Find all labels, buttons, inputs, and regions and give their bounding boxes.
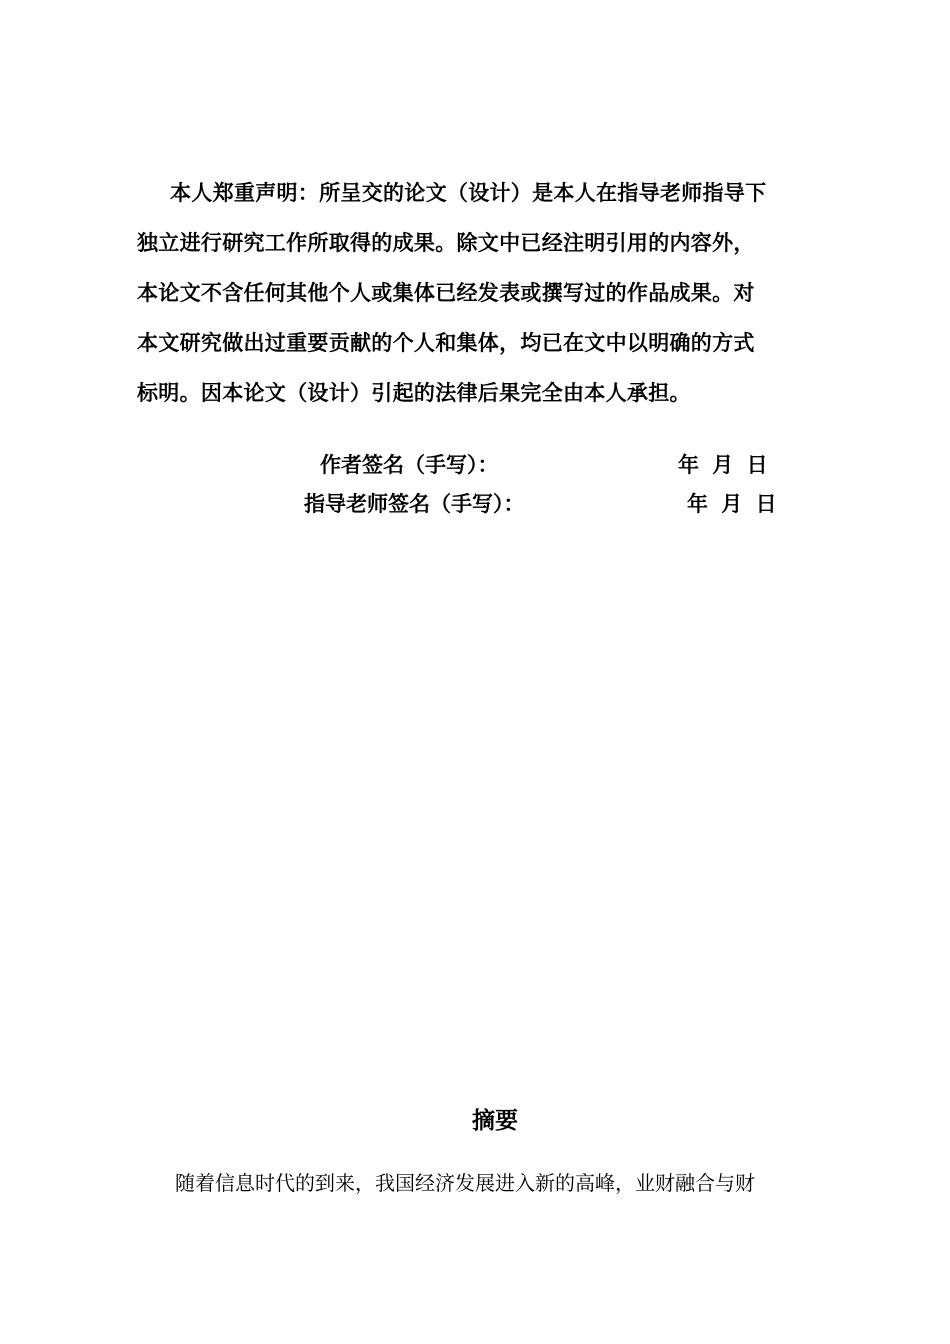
declaration-line: 独立进行研究工作所取得的成果。除文中已经注明引用的内容外， <box>137 230 755 255</box>
declaration-line: 本文研究做出过重要贡献的个人和集体，均已在文中以明确的方式 <box>137 330 755 355</box>
declaration-paragraph <box>137 168 842 418</box>
advisor-signature-row <box>0 489 950 519</box>
author-signature-date: 年 月 日 <box>678 452 768 477</box>
declaration-line: 标明。因本论文（设计）引起的法律后果完全由本人承担。 <box>137 380 691 405</box>
author-signature-label: 作者签名（手写）： <box>320 452 499 477</box>
declaration-line: 本人郑重声明：所呈交的论文（设计）是本人在指导老师指导下 <box>170 180 767 205</box>
abstract-title: 摘要 <box>472 1107 518 1134</box>
declaration-line: 本论文不含任何其他个人或集体已经发表或撰写过的作品成果。对 <box>137 280 755 305</box>
abstract-first-line: 随着信息时代的到来，我国经济发展进入新的高峰，业财融合与财 <box>175 1171 755 1195</box>
author-signature-row <box>0 450 950 480</box>
advisor-signature-label: 指导老师签名（手写）： <box>304 491 525 516</box>
advisor-signature-date: 年 月 日 <box>687 491 777 516</box>
